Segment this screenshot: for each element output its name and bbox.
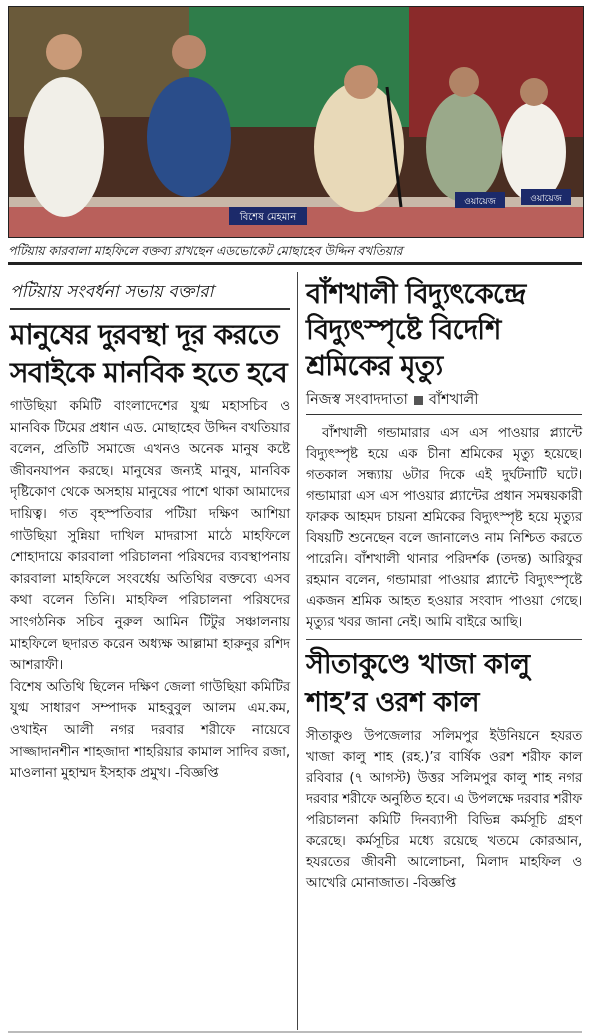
left-article-paragraph: বিশেষ অতিথি ছিলেন দক্ষিণ জেলা গাউছিয়া কমিটির যুগ্ম সাধারণ সম্পাদক মাহবুবুল আলম এম.কম, ওখাইন আলী নগর দরবার শরীফে নায়েবে সাজ্জাদানশীন শাহজাদা শাহরিয়ার কামাল সাদিব রজা, মাওলানা মুহাম্মদ ইসহাক প্রমুখ। -বিজ্ঞপ্তি [10,678,290,782]
square-bullet-icon [414,396,423,405]
column-divider [297,272,298,1030]
news-photo [8,6,584,238]
right-article-1-paragraph: বাঁশখালী গন্ডামারার এস এস পাওয়ার প্ল্যান্টে বিদ্যুৎস্পৃষ্ট হয়ে এক চীনা শ্রমিকের মৃত্যু হয়েছে। গতকাল সন্ধ্যায় ৬টার দিকে এই দুর্ঘটনাটি ঘটে। গন্ডামারা এস এস পাওয়ার প্ল্যান্টের প্রধান সমন্বয়কারী ফারুক আহমদ চায়না শ্রমিকের বিদ্যুৎস্পৃষ্ট হয়ে মৃত্যুর বিষয়টি শুনেছেন বলে জানালেও নাম নিশ্চিত করতে পারেনি। বাঁশখালী থানার পরিদর্শক (তদন্ত) আরিফুর রহমান বলেন, গন্ডামারা পাওয়ার প্ল্যান্টে বিদ্যুৎস্পৃষ্টে একজন শ্রমিক আহত হওয়ার সংবাদ পাওয়া গেছে। মৃত্যুর খবর জানা নেই। আমি বাইরে আছি। [306,426,582,630]
left-article-headline: মানুষের দুরবস্থা দূর করতে সবাইকে মানবিক হতে হবে [10,318,287,389]
nameplate-speaker-1: ওয়ায়েজ [464,197,496,207]
byline-location: বাঁশখালী [428,392,479,408]
right-article-1-body [306,423,582,633]
stage-scene-illustration [9,7,583,237]
right-article-2-body [306,726,582,894]
right-article-2-paragraph: সীতাকুণ্ড উপজেলার সলিমপুর ইউনিয়নে হযরত খাজা কালু শাহ (রহ.)’র বার্ষিক ওরশ শরীফ কাল রবিবার (৭ আগস্ট) উত্তর সলিমপুর কালু শাহ নগর দরবার শরীফে অনুষ্ঠিত হবে। এ উপলক্ষে দরবার শরীফ পরিচালনা কমিটি দিনব্যাপী বিভিন্ন কর্মসূচি গ্রহণ করেছে। কর্মসূচির মধ্যে রয়েছে খতমে কোরআন, হযরতের জীবনী আলোচনা, মিলাদ মাহফিল ও আখেরি মোনাজাত। -বিজ্ঞপ্তি [306,729,582,891]
left-article-body [10,396,290,785]
left-article [10,280,290,785]
right-article-1-headline: বাঁশখালী বিদ্যুৎকেন্দ্রে বিদ্যুৎস্পৃষ্টে বিদেশি শ্রমিকের মৃত্যু [306,278,526,382]
left-article-kicker: পটিয়ায় সংবর্ধনা সভায় বক্তারা [10,280,290,310]
nameplate-guest: বিশেষ মেহমান [239,212,297,223]
section-rule [8,262,582,265]
left-article-paragraph: গাউছিয়া কমিটি বাংলাদেশের যুগ্ম মহাসচিব ও মানবিক টিমের প্রধান এড. মোছাহেব উদ্দিন বখতিয়ার বলেন, প্রতিটি সমাজে এখনও অনেক মানুষ কষ্টে জীবনযাপন করছে। মানুষের জন্যই মানুষ, মানবিক দৃষ্টিকোণ থেকে অসহায় মানুষের পাশে থাকা আমাদের দায়িত্ব। গত বৃহস্পতিবার পটিয়া দক্ষিণ আশিয়া গাউছিয়া সুন্নিয়া দাখিল মাদরাসা মাঠে মাহফিলে শোহাদায়ে কারবালা পরিচালনা পরিষদের ব্যবস্থাপনায় কারবালা মাহফিলে সংবর্ধেয় অতিথির বক্তব্যে এসব কথা বলেন তিনি। মাহফিল পরিচালনা পরিষদের সাংগঠনিক সচিব নুরুল আমিন টিটুর সঞ্চালনায় মাহফিলে ছদারত করেন অধ্যক্ষ আল্লামা হারুনুর রশিদ আশরাফী। [10,398,290,674]
right-article-1-byline [306,390,582,415]
right-column [306,276,582,894]
photo-caption: পটিয়ায় কারবালা মাহফিলে বক্তব্য রাখছেন এডভোকেট মোছাহেব উদ্দিন বখতিয়ার [8,243,403,258]
bottom-rule [8,1031,582,1033]
byline-author: নিজস্ব সংবাদদাতা [306,392,408,408]
nameplate-speaker-2: ওয়ায়েজ [530,194,562,204]
right-article-2-headline: সীতাকুণ্ডে খাজা কালু শাহ’র ওরশ কাল [306,649,530,718]
article-divider [306,639,582,640]
